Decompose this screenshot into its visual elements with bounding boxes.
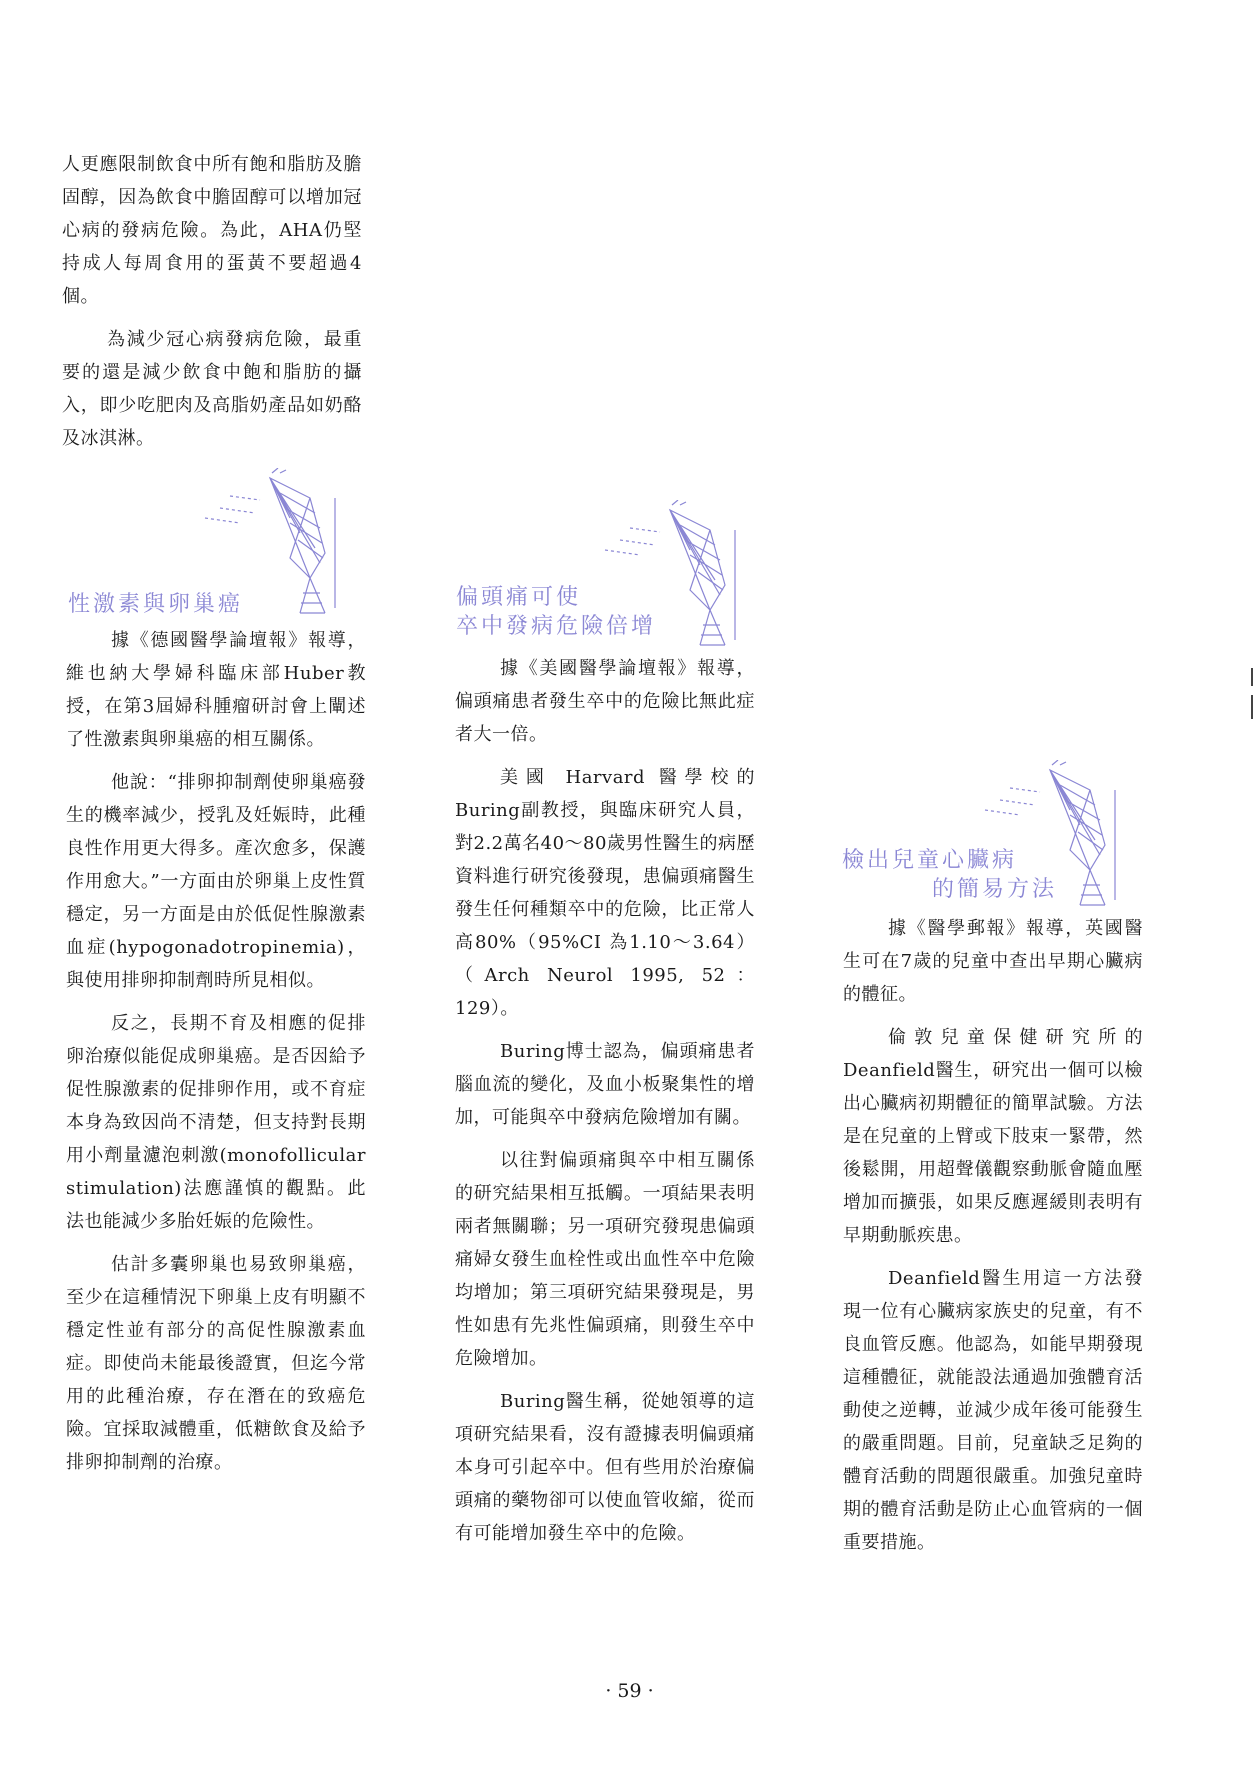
section-heading xyxy=(456,583,656,641)
column-1 xyxy=(62,148,362,465)
heading-line: 檢出兒童心臟病 xyxy=(842,848,1018,873)
heading-line: 偏頭痛可使 xyxy=(456,585,582,610)
paragraph: 他說：“排卵抑制劑使卵巢癌發生的機率減少，授乳及妊娠時，此種良性作用更大得多。產次愈多，保護作用愈大。”一方面由於卵巢上皮性質穩定，另一方面是由於低促性腺激素血症(hypogonadotropinemia)，與使用排卵抑制劑時所見相似。 xyxy=(66,772,366,991)
paragraph: Deanfield醫生用這一方法發現一位有心臟病家族史的兒童，有不良血管反應。他認為，如能早期發現這種體征，就能設法通過加強體育活動使之逆轉，並減少成年後可能發生的嚴重問題。目前，兒童缺乏足夠的體育活動的問題很嚴重。加強兒童時期的體育活動是防止心血管病的一個重要措施。 xyxy=(843,1268,1143,1553)
column-1-article xyxy=(66,624,366,1489)
paragraph: 反之，長期不育及相應的促排卵治療似能促成卵巢癌。是否因給予促性腺激素的促排卵作用，或不育症本身為致因尚不清楚，但支持對長期用小劑量濾泡刺激(monofollicular stimulation)法應謹慎的觀點。此法也能減少多胎妊娠的危險性。 xyxy=(66,1013,366,1232)
paragraph: 估計多囊卵巢也易致卵巢癌，至少在這種情況下卵巢上皮有明顯不穩定性並有部分的高促性腺激素血症。即使尚未能最後證實，但迄今常用的此種治療，存在潛在的致癌危險。宜採取減體重，低糖飲食及給予排卵抑制劑的治療。 xyxy=(66,1254,366,1473)
section-heading: 性激素與卵巢癌 xyxy=(68,592,244,617)
scan-edge-mark xyxy=(1251,695,1253,719)
paragraph: 人更應限制飲食中所有飽和脂肪及膽固醇，因為飲食中膽固醇可以增加冠心病的發病危險。為此，AHA仍堅持成人每周食用的蛋黃不要超過4個。 xyxy=(62,154,362,307)
paragraph: 據《德國醫學論壇報》報導，維也納大學婦科臨床部Huber教授，在第3屆婦科腫瘤研討會上闡述了性激素與卵巢癌的相互關係。 xyxy=(66,630,366,750)
column-2 xyxy=(455,652,755,1560)
heading-line: 的簡易方法 xyxy=(932,877,1058,902)
heading-line: 卒中發病危險倍增 xyxy=(456,614,657,639)
paragraph: 為減少冠心病發病危險，最重要的還是減少飲食中飽和脂肪的攝入，即少吃肥肉及高脂奶產品如奶酪及冰淇淋。 xyxy=(62,329,362,449)
column-3 xyxy=(843,912,1143,1569)
section-heading xyxy=(842,846,1057,904)
paragraph: 據《美國醫學論壇報》報導，偏頭痛患者發生卒中的危險比無此症者大一倍。 xyxy=(455,658,755,745)
paragraph: 倫敦兒童保健研究所的Deanfield醫生，研究出一個可以檢出心臟病初期體征的簡單試驗。方法是在兒童的上臂或下肢束一緊帶，然後鬆開，用超聲儀觀察動脈會隨血壓增加而擴張，如果反應遲緩則表明有早期動脈疾患。 xyxy=(843,1027,1143,1246)
scan-edge-mark xyxy=(1251,668,1253,686)
paragraph: 以往對偏頭痛與卒中相互關係的研究結果相互抵觸。一項結果表明兩者無關聯；另一項研究發現患偏頭痛婦女發生血栓性或出血性卒中危險均增加；第三項研究結果發現是，男性如患有先兆性偏頭痛，則發生卒中危險增加。 xyxy=(455,1150,755,1369)
paragraph: Buring博士認為，偏頭痛患者腦血流的變化，及血小板聚集性的增加，可能與卒中發病危險增加有關。 xyxy=(455,1041,755,1128)
paragraph: Buring醫生稱，從她領導的這項研究結果看，沒有證據表明偏頭痛本身可引起卒中。但有些用於治療偏頭痛的藥物卻可以使血管收縮，從而有可能增加發生卒中的危險。 xyxy=(455,1391,755,1544)
page-number: · 59 · xyxy=(605,1680,654,1702)
paragraph: 據《醫學郵報》報導，英國醫生可在7歲的兒童中查出早期心臟病的體征。 xyxy=(843,918,1143,1005)
paragraph: 美國 Harvard 醫學校的Buring副教授，與臨床研究人員，對2.2萬名40～80歲男性醫生的病歷資料進行研究後發現，患偏頭痛醫生發生任何種類卒中的危險，比正常人高80%（95%CI 為1.10～3.64）（Arch Neurol 1995, 52：129）。 xyxy=(455,767,755,1019)
